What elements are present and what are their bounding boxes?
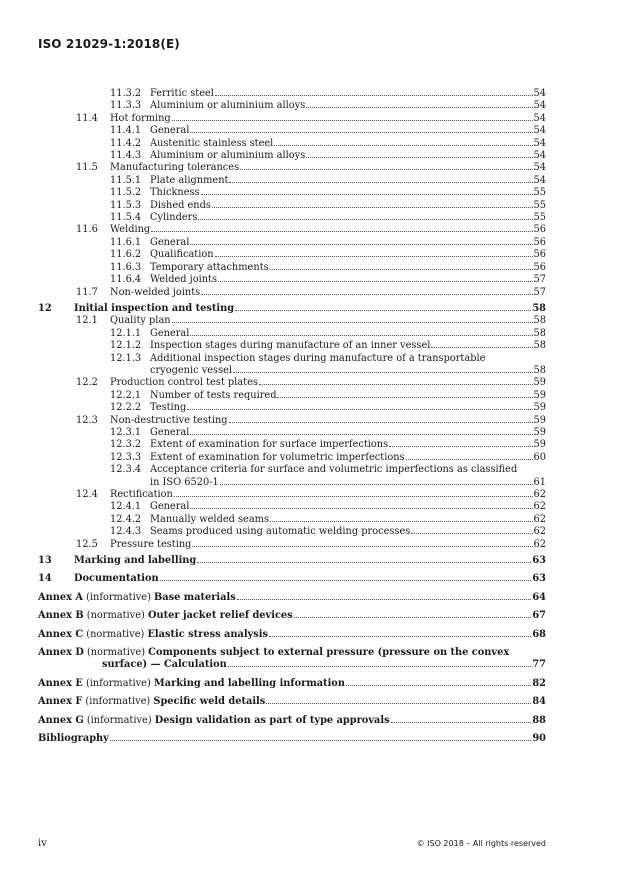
toc-entry-number: 11.6.3 bbox=[110, 261, 142, 273]
toc-entry-number: 11.5.4 bbox=[110, 212, 142, 224]
toc-entry-number: 11.4 bbox=[76, 112, 98, 124]
dot-leader bbox=[431, 347, 532, 348]
toc-annex-entry[interactable] bbox=[38, 696, 546, 708]
toc-entry-number: 11.4.3 bbox=[110, 150, 142, 162]
toc-entry-page: 54 bbox=[533, 174, 546, 186]
toc-entry-page: 59 bbox=[533, 402, 546, 414]
toc-entry[interactable] bbox=[38, 328, 546, 340]
toc-annex-entry[interactable] bbox=[38, 610, 546, 622]
toc-entry-number: 12.4.3 bbox=[110, 526, 142, 538]
dot-leader bbox=[215, 95, 533, 96]
annex-page: 82 bbox=[532, 677, 546, 689]
dot-leader bbox=[229, 422, 533, 423]
toc-entry[interactable] bbox=[38, 150, 546, 162]
toc-entry-page: 60 bbox=[533, 451, 546, 463]
toc-entry[interactable] bbox=[38, 415, 546, 427]
toc-entry[interactable] bbox=[38, 353, 546, 378]
toc-entry-number: 11.6.1 bbox=[110, 236, 142, 248]
toc-entry-title: Hot forming bbox=[110, 112, 171, 124]
copyright-notice: © ISO 2018 – All rights reserved bbox=[416, 839, 546, 848]
dot-leader bbox=[212, 207, 533, 208]
toc-entry[interactable] bbox=[38, 573, 546, 585]
toc-entry-title: Ferritic steel bbox=[150, 88, 214, 99]
annex-page: 77 bbox=[532, 659, 546, 671]
toc-entry-title: Additional inspection stages during manufacture of a transportable bbox=[150, 352, 486, 364]
toc-entry[interactable] bbox=[38, 287, 546, 299]
toc-entry-title: Qualification bbox=[150, 249, 214, 261]
dot-leader bbox=[274, 145, 532, 146]
toc-entry[interactable] bbox=[38, 224, 546, 236]
toc-entry-page: 59 bbox=[533, 377, 546, 389]
toc-entry-page: 59 bbox=[533, 426, 546, 438]
toc-entry-number: 12.1 bbox=[76, 315, 98, 327]
toc-entry[interactable] bbox=[38, 526, 546, 538]
toc-entry-number: 11.3.3 bbox=[110, 100, 142, 112]
dot-leader bbox=[391, 722, 532, 723]
document-header: ISO 21029-1:2018(E) bbox=[38, 37, 180, 51]
toc-entry-number: 11.4.2 bbox=[110, 137, 142, 149]
toc-entry-page: 56 bbox=[533, 261, 546, 273]
dot-leader bbox=[269, 636, 531, 637]
toc-entry-title: Testing bbox=[150, 402, 187, 414]
toc-entry-page: 62 bbox=[533, 489, 546, 500]
toc-entry-title: Documentation bbox=[74, 573, 159, 585]
annex-kind: (informative) bbox=[86, 591, 151, 603]
toc-entry-page: 59 bbox=[533, 439, 546, 451]
toc-entry-number: 11.6.4 bbox=[110, 274, 142, 286]
toc-entry[interactable] bbox=[38, 212, 546, 224]
toc-entry[interactable] bbox=[38, 274, 546, 286]
dot-leader bbox=[406, 459, 533, 460]
toc-entry-title: Pressure testing bbox=[110, 538, 192, 550]
bibliography-title: Bibliography bbox=[38, 733, 109, 745]
toc-entry-number: 12.3.3 bbox=[110, 451, 142, 463]
toc-entry-page: 62 bbox=[533, 501, 546, 513]
toc-entry-title-continuation: in ISO 6520-1 bbox=[150, 476, 219, 488]
annex-kind: (informative) bbox=[85, 677, 151, 689]
dot-leader bbox=[389, 446, 532, 447]
annex-label: Annex E bbox=[38, 677, 83, 689]
dot-leader bbox=[237, 599, 532, 600]
toc-entry-page: 57 bbox=[533, 286, 546, 298]
toc-entry-number: 12.3.4 bbox=[110, 464, 142, 476]
dot-leader bbox=[151, 231, 532, 232]
annex-title: Components subject to external pressure (pressure on the convex bbox=[148, 647, 510, 659]
toc-entry-title: Manually welded seams bbox=[150, 513, 270, 525]
toc-entry-title: Aluminium or aluminium alloys bbox=[150, 150, 306, 162]
toc-entry-page: 58 bbox=[532, 302, 546, 314]
toc-entry[interactable] bbox=[38, 200, 546, 212]
toc-entry-page: 62 bbox=[533, 538, 546, 550]
dot-leader bbox=[229, 182, 532, 183]
toc-entry-title: Non-welded joints bbox=[110, 286, 201, 298]
toc-entry-title: Production control test plates bbox=[110, 377, 258, 389]
toc-entry[interactable] bbox=[38, 88, 546, 100]
annex-page: 84 bbox=[532, 696, 546, 708]
toc-entry-page: 62 bbox=[533, 513, 546, 525]
dot-leader bbox=[294, 617, 532, 618]
toc-entry-title: Non-destructive testing bbox=[110, 414, 228, 426]
annex-title: Specific weld details bbox=[153, 696, 266, 708]
toc-entry-page: 56 bbox=[533, 236, 546, 248]
toc-entry-title: Manufacturing tolerances bbox=[110, 162, 240, 174]
toc-entry-number: 12.2.2 bbox=[110, 402, 142, 414]
dot-leader bbox=[190, 508, 532, 509]
toc-entry[interactable] bbox=[38, 439, 546, 451]
toc-entry-title: Thickness bbox=[150, 187, 200, 199]
toc-entry-page: 59 bbox=[533, 414, 546, 426]
annex-title: Outer jacket relief devices bbox=[147, 610, 293, 622]
toc-entry-number: 11.5.3 bbox=[110, 199, 142, 211]
toc-entry-title: Dished ends bbox=[150, 199, 211, 211]
annex-title-continuation: surface) — Calculation bbox=[102, 659, 227, 671]
dot-leader bbox=[270, 269, 533, 270]
dot-leader bbox=[192, 546, 532, 547]
dot-leader bbox=[306, 157, 532, 158]
page-number: iv bbox=[38, 838, 47, 849]
toc-entry[interactable] bbox=[38, 315, 546, 327]
dot-leader bbox=[198, 219, 532, 220]
toc-entry[interactable] bbox=[38, 249, 546, 261]
toc-entry-number: 13 bbox=[38, 555, 52, 567]
dot-leader bbox=[160, 580, 532, 581]
annex-label: Annex G bbox=[38, 714, 84, 726]
annex-title: Base materials bbox=[154, 591, 236, 603]
dot-leader bbox=[201, 194, 533, 195]
toc-entry-number: 12.3.2 bbox=[110, 439, 142, 451]
toc-entry-number: 11.6 bbox=[76, 224, 98, 236]
dot-leader bbox=[172, 120, 533, 121]
toc-entry-page: 54 bbox=[533, 88, 546, 99]
annex-page: 67 bbox=[532, 610, 546, 622]
dot-leader bbox=[174, 496, 533, 497]
toc-entry-page: 63 bbox=[532, 555, 546, 567]
dot-leader bbox=[215, 256, 533, 257]
annex-label: Annex D bbox=[38, 647, 84, 659]
toc-entry-page: 54 bbox=[533, 137, 546, 149]
toc-entry-title: Austenitic stainless steel bbox=[150, 137, 274, 149]
toc-entry-title: Extent of examination for volumetric imperfections bbox=[150, 451, 405, 463]
toc-entry-page: 54 bbox=[533, 100, 546, 112]
dot-leader bbox=[190, 434, 532, 435]
toc-entry-number: 12.4 bbox=[76, 489, 98, 500]
dot-leader bbox=[220, 484, 533, 485]
toc-entry[interactable] bbox=[38, 303, 546, 315]
bibliography-page: 90 bbox=[532, 733, 546, 745]
annex-label: Annex F bbox=[38, 696, 83, 708]
toc-entry[interactable] bbox=[38, 452, 546, 464]
toc-entry-number: 12.1.3 bbox=[110, 352, 142, 364]
toc-entry[interactable] bbox=[38, 539, 546, 551]
toc-entry-title: General bbox=[150, 125, 190, 137]
toc-entry[interactable] bbox=[38, 427, 546, 439]
annex-title: Marking and labelling information bbox=[153, 677, 345, 689]
toc-entry-page: 59 bbox=[533, 389, 546, 401]
dot-leader bbox=[201, 294, 532, 295]
toc-entry-page: 56 bbox=[533, 224, 546, 236]
toc-entry[interactable] bbox=[38, 402, 546, 414]
toc-entry-title: Seams produced using automatic welding processes bbox=[150, 526, 411, 538]
toc-entry-page: 57 bbox=[533, 274, 546, 286]
dot-leader bbox=[235, 310, 531, 311]
dot-leader bbox=[228, 666, 532, 667]
toc-entry-page: 55 bbox=[533, 187, 546, 199]
toc-entry-title: Temporary attachments bbox=[150, 261, 269, 273]
annex-kind: (normative) bbox=[86, 647, 146, 659]
toc-entry-page: 54 bbox=[533, 125, 546, 137]
dot-leader bbox=[270, 521, 533, 522]
dot-leader bbox=[172, 322, 533, 323]
toc-entry-page: 63 bbox=[532, 573, 546, 585]
toc-entry-page: 56 bbox=[533, 249, 546, 261]
toc-entry-page: 58 bbox=[533, 364, 546, 376]
toc-entry-number: 12.2.1 bbox=[110, 389, 142, 401]
toc-entry-title: General bbox=[150, 426, 190, 438]
toc-entry-title: Aluminium or aluminium alloys bbox=[150, 100, 306, 112]
annex-kind: (informative) bbox=[85, 696, 151, 708]
toc-annex-entry[interactable] bbox=[38, 592, 546, 604]
toc-entry-page: 54 bbox=[533, 150, 546, 162]
toc-entry-title: Initial inspection and testing bbox=[74, 302, 235, 314]
dot-leader bbox=[190, 132, 532, 133]
toc-entry-title: General bbox=[150, 501, 190, 513]
toc-entry-title: Extent of examination for surface imperfections bbox=[150, 439, 389, 451]
toc-annex-entry[interactable] bbox=[38, 715, 546, 727]
dot-leader bbox=[411, 533, 532, 534]
toc-entry-title: Quality plan bbox=[110, 315, 171, 327]
toc-entry[interactable] bbox=[38, 113, 546, 125]
toc-entry-title: General bbox=[150, 236, 190, 248]
toc-entry-number: 12.5 bbox=[76, 538, 98, 550]
dot-leader bbox=[346, 685, 531, 686]
toc-entry-page: 55 bbox=[533, 199, 546, 211]
toc-entry-number: 12.1.2 bbox=[110, 340, 142, 352]
dot-leader bbox=[187, 409, 532, 410]
toc-entry-number: 12.4.2 bbox=[110, 513, 142, 525]
toc-entry-page: 61 bbox=[533, 476, 546, 488]
toc-entry[interactable] bbox=[38, 377, 546, 389]
toc-entry-number: 11.7 bbox=[76, 286, 98, 298]
toc-entry[interactable] bbox=[38, 162, 546, 174]
toc-entry-number: 11.5.1 bbox=[110, 174, 142, 186]
toc-entry-number: 12.2 bbox=[76, 377, 98, 389]
toc-entry-title: Rectification bbox=[110, 489, 173, 500]
toc-entry[interactable] bbox=[38, 514, 546, 526]
annex-kind: (informative) bbox=[86, 714, 152, 726]
toc-entry[interactable] bbox=[38, 555, 546, 567]
toc-entry[interactable] bbox=[38, 187, 546, 199]
dot-leader bbox=[306, 107, 532, 108]
annex-kind: (normative) bbox=[86, 610, 145, 622]
toc-entry[interactable] bbox=[38, 340, 546, 352]
toc-entry-page: 62 bbox=[533, 526, 546, 538]
dot-leader bbox=[190, 335, 532, 336]
dot-leader bbox=[240, 169, 532, 170]
toc-entry-number: 11.4.1 bbox=[110, 125, 142, 137]
dot-leader bbox=[197, 562, 531, 563]
toc-entry[interactable] bbox=[38, 262, 546, 274]
toc-entry-title: Plate alignment bbox=[150, 174, 229, 186]
toc-entry-number: 14 bbox=[38, 573, 52, 585]
toc-entry[interactable] bbox=[38, 125, 546, 137]
toc-entry[interactable] bbox=[38, 100, 546, 112]
toc-annex-entry[interactable] bbox=[38, 647, 546, 672]
dot-leader bbox=[218, 281, 533, 282]
toc-bibliography-entry[interactable] bbox=[38, 733, 546, 745]
annex-title: Elastic stress analysis bbox=[147, 628, 269, 640]
dot-leader bbox=[259, 384, 533, 385]
toc-entry-title: Welding bbox=[110, 224, 151, 236]
toc-entry-title: Marking and labelling bbox=[74, 555, 197, 567]
toc-entry[interactable] bbox=[38, 237, 546, 249]
toc-entry[interactable] bbox=[38, 464, 546, 489]
toc-entry-number: 11.5.2 bbox=[110, 187, 142, 199]
toc-entry-page: 54 bbox=[533, 112, 546, 124]
toc-entry-number: 11.3.2 bbox=[110, 88, 142, 99]
annex-kind: (normative) bbox=[86, 628, 145, 640]
toc-entry[interactable] bbox=[38, 390, 546, 402]
toc-entry-page: 58 bbox=[533, 315, 546, 327]
toc-entry-title: General bbox=[150, 327, 190, 339]
toc-entry-title: Cylinders bbox=[150, 212, 198, 224]
toc-entry-number: 12.3.1 bbox=[110, 426, 142, 438]
toc-entry[interactable] bbox=[38, 489, 546, 501]
annex-page: 88 bbox=[532, 714, 546, 726]
table-of-contents bbox=[38, 88, 546, 746]
toc-entry-number: 11.5 bbox=[76, 162, 98, 174]
toc-annex-entry[interactable] bbox=[38, 629, 546, 641]
annex-page: 68 bbox=[532, 628, 546, 640]
toc-entry[interactable] bbox=[38, 138, 546, 150]
toc-entry[interactable] bbox=[38, 501, 546, 513]
toc-entry-title: Number of tests required bbox=[150, 389, 277, 401]
dot-leader bbox=[190, 244, 532, 245]
toc-entry-number: 12.1.1 bbox=[110, 327, 142, 339]
toc-annex-entry[interactable] bbox=[38, 678, 546, 690]
toc-entry-title: Inspection stages during manufacture of an inner vessel bbox=[150, 340, 431, 352]
toc-entry-page: 58 bbox=[533, 327, 546, 339]
annex-page: 64 bbox=[532, 591, 546, 603]
toc-entry-number: 12 bbox=[38, 302, 52, 314]
toc-entry-page: 54 bbox=[533, 162, 546, 174]
toc-entry-number: 11.6.2 bbox=[110, 249, 142, 261]
toc-entry[interactable] bbox=[38, 175, 546, 187]
toc-entry-title: Welded joints bbox=[150, 274, 217, 286]
annex-label: Annex B bbox=[38, 610, 84, 622]
toc-entry-title-continuation: cryogenic vessel bbox=[150, 364, 233, 376]
dot-leader bbox=[233, 372, 532, 373]
annex-label: Annex A bbox=[38, 591, 83, 603]
toc-entry-title: Acceptance criteria for surface and volumetric imperfections as classified bbox=[150, 464, 518, 476]
dot-leader bbox=[266, 703, 531, 704]
dot-leader bbox=[110, 740, 532, 741]
annex-label: Annex C bbox=[38, 628, 84, 640]
toc-entry-number: 12.3 bbox=[76, 414, 98, 426]
annex-title: Design validation as part of type approvals bbox=[154, 714, 390, 726]
toc-entry-number: 12.4.1 bbox=[110, 501, 142, 513]
toc-entry-page: 55 bbox=[533, 212, 546, 224]
dot-leader bbox=[277, 397, 532, 398]
toc-entry-page: 58 bbox=[533, 340, 546, 352]
